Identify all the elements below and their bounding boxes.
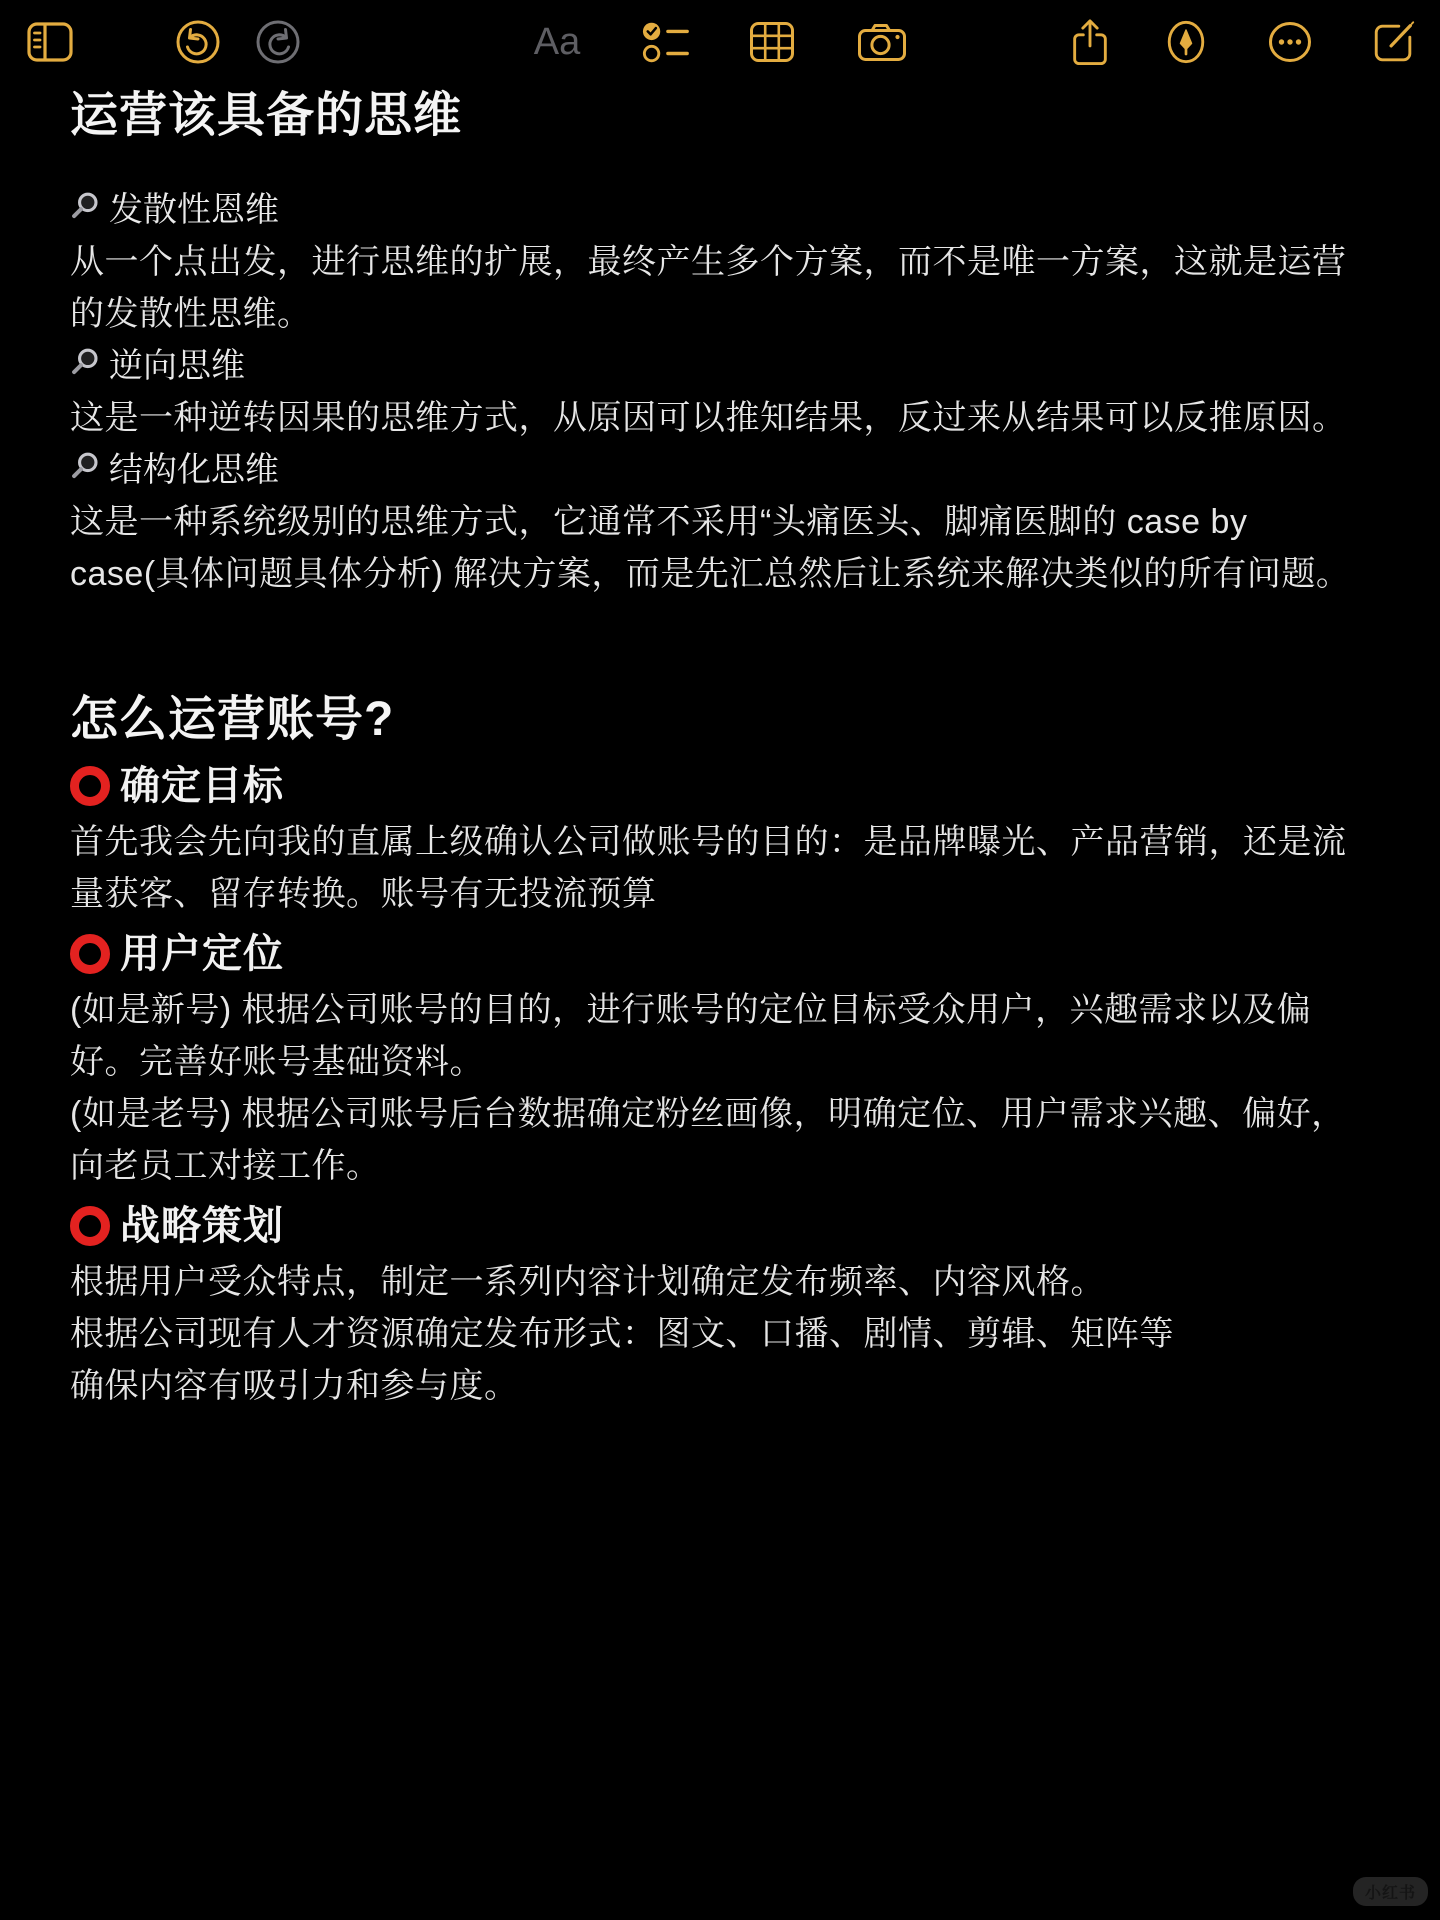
note-paragraph[interactable]: 根据公司现有人才资源确定发布形式：图文、口播、剧情、剪辑、矩阵等 [70, 1315, 1174, 1353]
note-paragraph[interactable]: (如是老号) 根据公司账号后台数据确定粉丝画像，明确定位、用户需求兴趣、偏好，向老员工对接工作。 [70, 1095, 1346, 1185]
undo-button[interactable] [172, 14, 224, 70]
subheading-label: 发散性恩维 [109, 191, 279, 229]
table-button[interactable] [746, 14, 798, 70]
compose-icon [1370, 18, 1418, 66]
magnifier-icon [70, 445, 101, 497]
camera-button[interactable] [854, 14, 910, 70]
subheading-label: 逆向思维 [109, 347, 245, 385]
subheading-label: 结构化思维 [109, 451, 279, 489]
redo-icon [254, 18, 302, 66]
subheading-label: 用户定位 [120, 932, 284, 976]
toolbar [0, 0, 1440, 84]
section-heading[interactable]: 运营该具备的思维 [70, 89, 463, 142]
subheading-label: 确定目标 [120, 764, 284, 808]
note-paragraph[interactable]: 从一个点出发，进行思维的扩展，最终产生多个方案，而不是唯一方案，这就是运营的发散性思维。 [70, 243, 1347, 333]
subheading-red-circle[interactable] [70, 1198, 1370, 1254]
red-circle-icon [70, 934, 110, 974]
note-paragraph[interactable]: 确保内容有吸引力和参与度。 [70, 1367, 519, 1405]
note-paragraph[interactable]: 根据用户受众特点，制定一系列内容计划确定发布频率、内容风格。 [70, 1263, 1105, 1301]
red-circle-icon [70, 1206, 110, 1246]
magnifier-icon [70, 341, 101, 393]
subheading-red-circle[interactable] [70, 758, 1370, 814]
format-label: Aa [533, 21, 581, 63]
ellipsis-icon [1266, 19, 1314, 65]
share-button[interactable] [1064, 14, 1116, 70]
subheading-magnifier[interactable] [70, 444, 1370, 496]
markup-icon [1163, 16, 1209, 68]
note-paragraph[interactable]: 这是一种逆转因果的思维方式，从原因可以推知结果，反过来从结果可以反推原因。 [70, 399, 1347, 437]
more-button[interactable] [1264, 14, 1316, 70]
subheading-magnifier[interactable] [70, 184, 1370, 236]
note-paragraph[interactable]: 这是一种系统级别的思维方式，它通常不采用“头痛医头、脚痛医脚的 case by case(具体问题具体分析) 解决方案，而是先汇总然后让系统来解决类似的所有问题。 [70, 503, 1351, 593]
format-button[interactable] [525, 14, 589, 70]
share-icon [1067, 16, 1113, 68]
compose-button[interactable] [1368, 14, 1420, 70]
watermark-badge: 小红书 [1353, 1877, 1428, 1906]
magnifier-icon [70, 185, 101, 237]
red-circle-icon [70, 766, 110, 806]
note-editor[interactable] [0, 84, 1440, 1412]
subheading-label: 战略策划 [120, 1204, 284, 1248]
markup-button[interactable] [1160, 14, 1212, 70]
redo-button[interactable] [252, 14, 304, 70]
sidebar-icon [25, 20, 75, 64]
undo-icon [174, 18, 222, 66]
table-icon [748, 20, 796, 64]
note-paragraph[interactable]: (如是新号) 根据公司账号的目的，进行账号的定位目标受众用户，兴趣需求以及偏好。完善好账号基础资料。 [70, 991, 1312, 1081]
camera-icon [856, 20, 908, 64]
checklist-button[interactable] [640, 14, 692, 70]
note-paragraph[interactable]: 首先我会先向我的直属上级确认公司做账号的目的：是品牌曝光、产品营销，还是流量获客、留存转换。账号有无投流预算 [70, 823, 1347, 913]
subheading-magnifier[interactable] [70, 340, 1370, 392]
subheading-red-circle[interactable] [70, 926, 1370, 982]
checklist-icon [641, 18, 691, 66]
section-heading[interactable]: 怎么运营账号? [70, 693, 395, 746]
section-gap [70, 600, 1370, 692]
sidebar-toggle-button[interactable] [24, 14, 76, 70]
